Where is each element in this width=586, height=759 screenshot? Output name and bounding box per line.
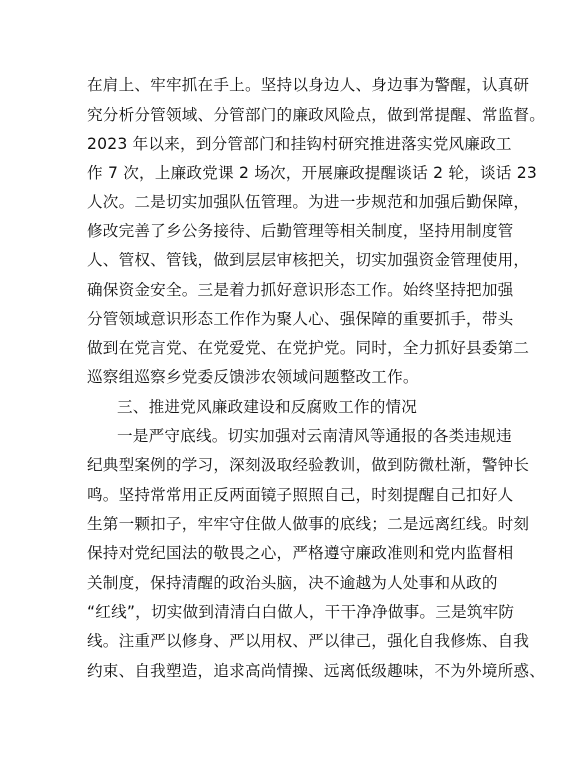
section-heading: 三、推进党风廉政建设和反腐败工作的情况 bbox=[117, 398, 418, 416]
text-line: 确保资金安全。三是着力抓好意识形态工作。始终坚持把加强 bbox=[87, 281, 514, 299]
text-line: 纪典型案例的学习，深刻汲取经验教训，做到防微杜渐，警钟长 bbox=[87, 456, 530, 474]
text-line: 鸣。坚持常常用正反两面镜子照照自己，时刻提醒自己扣好人 bbox=[87, 486, 514, 504]
text-line: 生第一颗扣子，牢牢守住做人做事的底线；二是远离红线。时刻 bbox=[87, 515, 530, 533]
text-line: 保持对党纪国法的敬畏之心，严格遵守廉政准则和党内监督相 bbox=[87, 544, 514, 562]
text-line: 约束、自我塑造，追求高尚情操、远离低级趣味，不为外境所惑、 bbox=[87, 662, 546, 680]
text-line: 巡察组巡察乡党委反馈涉农领域问题整改工作。 bbox=[87, 368, 419, 386]
text-line: 在肩上、牢牢抓在手上。坚持以身边人、身边事为警醒，认真研 bbox=[87, 76, 530, 94]
text-line: 分管领域意识形态工作作为聚人心、强保障的重要抓手，带头 bbox=[87, 310, 514, 328]
text-line: 人、管权、管钱，做到层层审核把关，切实加强资金管理使用， bbox=[87, 251, 530, 269]
text-line: 究分析分管领域、分管部门的廉政风险点，做到常提醒、常监督。 bbox=[87, 106, 546, 124]
text-line: 2023 年以来，到分管部门和挂钩村研究推进落实党风廉政工 bbox=[87, 135, 512, 153]
text-line: 关制度，保持清醒的政治头脑，决不逾越为人处事和从政的 bbox=[87, 574, 498, 592]
text-line: 一是严守底线。切实加强对云南清风等通报的各类违规违 bbox=[117, 427, 512, 445]
text-line: 做到在党言党、在党爱党、在党护党。同时，全力抓好县委第二 bbox=[87, 339, 530, 357]
text-line: “红线”，切实做到清清白白做人，干干净净做事。三是筑牢防 bbox=[87, 603, 515, 621]
text-line: 线。注重严以修身、严以用权、严以律己，强化自我修炼、自我 bbox=[87, 632, 530, 650]
text-line: 作 7 次，上廉政党课 2 场次，开展廉政提醒谈话 2 轮，谈话 23 bbox=[87, 164, 537, 182]
text-line: 人次。二是切实加强队伍管理。为进一步规范和加强后勤保障， bbox=[87, 193, 530, 211]
text-line: 修改完善了乡公务接待、后勤管理等相关制度，坚持用制度管 bbox=[87, 222, 514, 240]
